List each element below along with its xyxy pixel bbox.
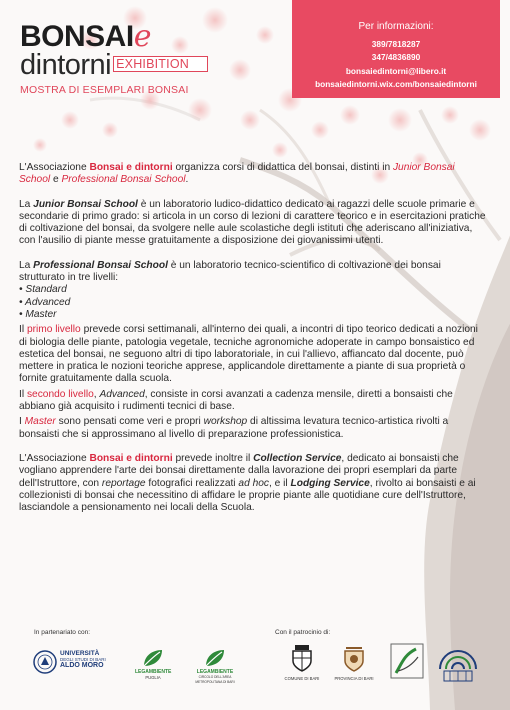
text-span: , e il bbox=[269, 477, 291, 489]
contact-website[interactable]: bonsaiedintorni.wix.com/bonsaiedintorni bbox=[315, 78, 477, 89]
text-span: Il bbox=[19, 324, 27, 336]
provincia-di-bari-logo bbox=[332, 643, 376, 688]
text-span: , rivolto ai bonsaisti e ai collezionisti di bonsai che necessitino di affidare le proprie piante alle quotidiane cure dell'Istruttore, lasciandole a pensionamento nei locali della Scuola. bbox=[19, 477, 476, 514]
legambiente-leaf-icon bbox=[142, 648, 164, 668]
comune-name: COMUNE DI BARI bbox=[284, 676, 320, 681]
master-label: Master bbox=[24, 416, 56, 428]
city-crest-icon bbox=[290, 643, 314, 673]
university-logo bbox=[33, 648, 123, 688]
legambiente-puglia-logo bbox=[135, 648, 171, 688]
text-span: sono pensati come veri e propri bbox=[55, 416, 204, 428]
legambiente-1-name: LEGAMBIENTE bbox=[135, 669, 172, 675]
contact-email[interactable]: bonsaiedintorni@libero.it bbox=[345, 65, 447, 76]
collection-service-label: Collection Service bbox=[253, 452, 342, 464]
junior-school-name: Junior Bonsai School bbox=[19, 162, 455, 186]
junior-school-paragraph bbox=[19, 199, 487, 248]
patron-logo-3 bbox=[390, 643, 424, 683]
text-span: di altissima levatura tecnico-artistica rivolti a bonsaisti che si approssimano al livello di preparazione professionistica. bbox=[19, 416, 449, 440]
legambiente-2-sub: CIRCOLO DELL'AREA METROPOLITANA DI BARI bbox=[195, 675, 235, 684]
logo-dintorni-text: dintorni bbox=[20, 49, 112, 81]
text-span: La bbox=[19, 259, 34, 271]
second-level-paragraph bbox=[19, 389, 487, 414]
university-seal-icon bbox=[33, 650, 57, 674]
partner-label: In partenariato con: bbox=[34, 629, 91, 636]
first-level-label: primo livello bbox=[26, 324, 81, 336]
text-span: è un laboratorio tecnico-scientifico di coltivazione dei bonsai strutturato in tre livelli: bbox=[19, 259, 441, 284]
text-span: prevede inoltre il bbox=[172, 452, 254, 464]
provincia-name: PROVINCIA DI BARI bbox=[334, 676, 374, 681]
patron-emblem-icon bbox=[390, 643, 424, 679]
first-level-paragraph bbox=[19, 324, 487, 385]
text-span: , bbox=[93, 388, 100, 400]
logo-subtitle: MOSTRA DI ESEMPLARI BONSAI bbox=[20, 84, 189, 96]
master-paragraph bbox=[19, 416, 487, 441]
contact-phone-2: 347/4836890 bbox=[371, 52, 421, 63]
text-span: è un laboratorio ludico-didattico dedicato ai ragazzi delle scuole primarie e secondarie di primo grado: si articola in un corso di lezioni di carattere teorico e in esercitazioni pratiche di coltivazione del bonsai, da svolgere nelle aule scolastiche degli istituti che aderiscano all'iniziativa, con l'ausilio di piante messe gratuitamente a disposizione dei giovanissimi utenti. bbox=[19, 198, 486, 247]
lodging-service-label: Lodging Service bbox=[290, 477, 370, 489]
logo-exhibition-tag: EXHIBITION bbox=[113, 56, 208, 72]
association-name: Bonsai e dintorni bbox=[89, 452, 173, 464]
text-span: La bbox=[19, 198, 34, 210]
text-span: Il bbox=[19, 388, 27, 400]
text-span: fotografici realizzati bbox=[145, 477, 239, 489]
contact-info-box bbox=[292, 0, 500, 98]
legambiente-bari-logo bbox=[190, 648, 240, 688]
comune-di-bari-logo bbox=[282, 643, 322, 688]
association-name: Bonsai e dintorni bbox=[89, 162, 173, 173]
text-span: L'Associazione bbox=[19, 452, 90, 464]
patron-emblem-icon bbox=[436, 645, 480, 685]
university-name-1: UNIVERSITÀ bbox=[60, 650, 100, 657]
text-span: . bbox=[185, 174, 189, 186]
legambiente-2-name: LEGAMBIENTE bbox=[196, 669, 234, 675]
professional-school-name: Professional Bonsai School bbox=[61, 174, 186, 186]
text-span: , consiste in corsi avanzati a cadenza mensile, diretti a bonsaisti che abbiano già acquisito i rudimenti tecnici di base. bbox=[19, 388, 453, 413]
text-span: organizza corsi di didattica del bonsai, distinti in bbox=[172, 162, 393, 173]
text-span: , dedicato ai bonsaisti che vogliano apprendere l'arte dei bonsai direttamente dalla lavorazione dei propri esemplari da parte dell'Istruttore, con bbox=[19, 452, 459, 489]
logo-bonsai-text: BONSAI bbox=[20, 20, 134, 53]
contact-phone-1: 389/7818287 bbox=[371, 39, 421, 49]
patron-label: Con il patrocinio di: bbox=[275, 629, 331, 636]
university-name-3: ALDO MORO bbox=[60, 662, 104, 669]
text-span: e bbox=[50, 174, 62, 186]
reportage-label: reportage bbox=[101, 477, 146, 489]
bonsai-e-dintorni-logo bbox=[20, 19, 208, 96]
professional-school-name: Professional Bonsai School bbox=[33, 259, 168, 271]
university-name-2: DEGLI STUDI DI BARI bbox=[60, 657, 106, 662]
patron-logo-4 bbox=[436, 645, 480, 685]
text-span: I bbox=[19, 416, 25, 428]
workshop-label: workshop bbox=[203, 416, 248, 428]
intro-paragraph bbox=[19, 162, 487, 187]
province-crest-icon bbox=[342, 643, 366, 673]
text-span: L'Associazione bbox=[19, 162, 90, 173]
professional-school-paragraph bbox=[19, 260, 487, 285]
ad-hoc-label: ad hoc bbox=[238, 477, 269, 489]
level-item: • Standard bbox=[19, 284, 67, 296]
level-item: • Master bbox=[19, 308, 57, 320]
text-span: prevede corsi settimanali, all'interno dei quali, a incontri di tipo teorico dedicati a nozioni di biologia delle piante, patologia vegetale, tecniche agronomiche adoperate in campo bonsaistico ed estetica del bonsai, ne seguono altri di tipo laboratoriale, in cui l'allievo, affiancato dal docente, può mettere in pratica le nozioni teoriche apprese, applicandole direttamente a piante di sua proprietà o fornite gratuitamente dalla scuola. bbox=[19, 324, 478, 385]
contact-title: Per informazioni: bbox=[358, 21, 434, 32]
services-paragraph bbox=[19, 453, 487, 514]
body-text bbox=[19, 162, 487, 514]
level-item: • Advanced bbox=[19, 296, 71, 308]
advanced-label: Advanced bbox=[99, 388, 145, 400]
legambiente-leaf-icon bbox=[204, 648, 226, 668]
logo-e-text: e bbox=[133, 19, 151, 54]
junior-school-name: Junior Bonsai School bbox=[33, 198, 138, 210]
legambiente-1-sub: PUGLIA bbox=[145, 675, 161, 680]
second-level-label: secondo livello bbox=[26, 388, 94, 400]
